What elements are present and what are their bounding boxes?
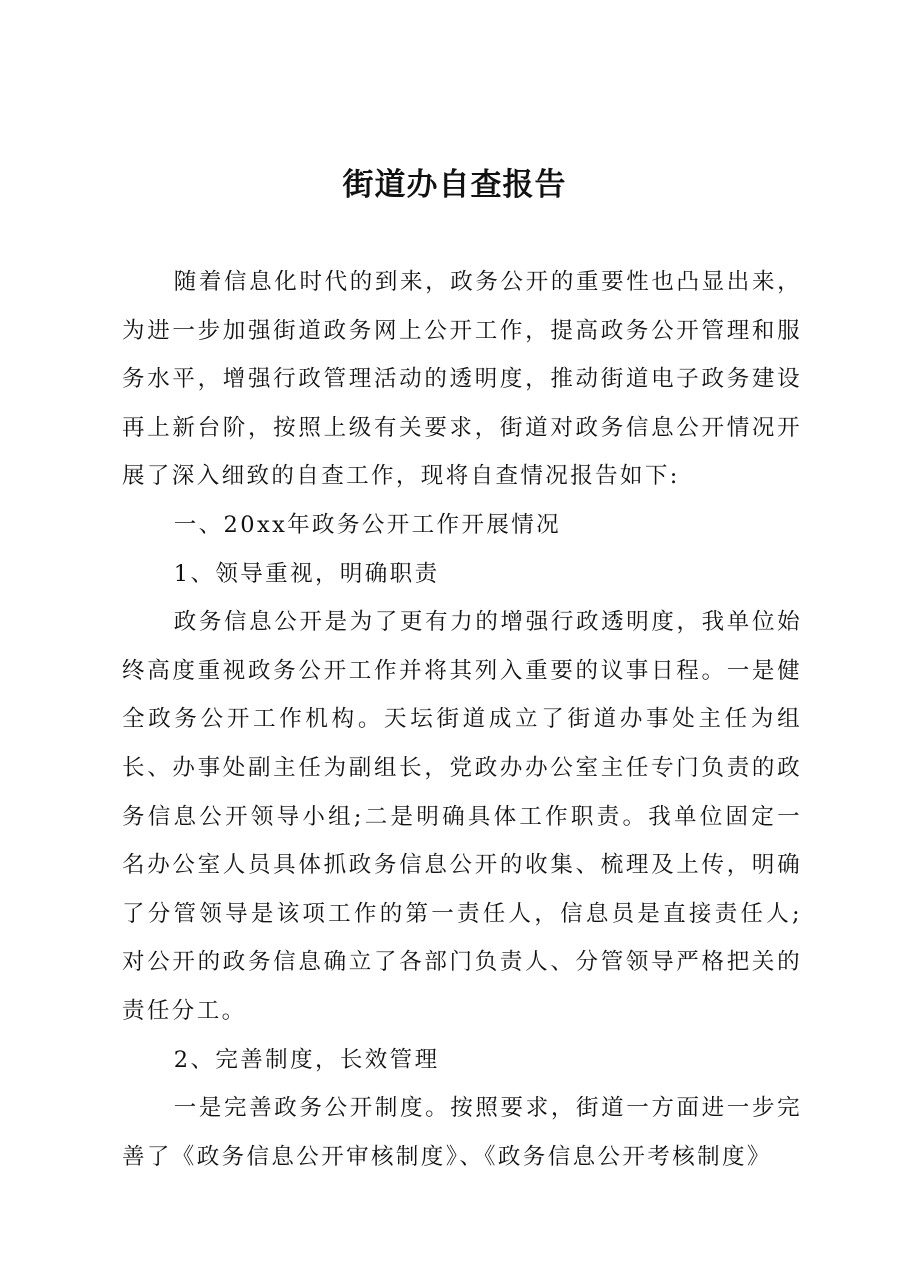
document-body [122,258,802,1181]
subsection-heading-2: 2、完善制度，长效管理 [173,1046,440,1073]
section-heading-1: 一、20xx年政务公开工作开展情况 [173,511,562,538]
intro-paragraph: 随着信息化时代的到来，政务公开的重要性也凸显出来，为进一步加强街道政务网上公开工作，提高政务公开管理和服务水平，增强行政管理活动的透明度，推动街道电子政务建设再上新台阶，按照上级有关要求，街道对政务信息公开情况开展了深入细致的自查工作，现将自查情况报告如下: [122,269,802,490]
subsection-heading-1: 1、领导重视，明确职责 [173,560,440,587]
body-paragraph-2: 一是完善政务公开制度。按照要求，街道一方面进一步完善了《政务信息公开审核制度》、《政务信息公开考核制度》 [122,1095,802,1170]
document-title: 街道办自查报告 [342,167,567,203]
body-paragraph-1: 政务信息公开是为了更有力的增强行政透明度，我单位始终高度重视政务公开工作并将其列入重要的议事日程。一是健全政务公开工作机构。天坛街道成立了街道办事处主任为组长、办事处副主任为副组长，党政办办公室主任专门负责的政务信息公开领导小组;二是明确具体工作职责。我单位固定一名办公室人员具体抓政务信息公开的收集、梳理及上传，明确了分管领导是该项工作的第一责任人，信息员是直接责任人;对公开的政务信息确立了各部门负责人、分管领导严格把关的责任分工。 [122,609,802,1024]
